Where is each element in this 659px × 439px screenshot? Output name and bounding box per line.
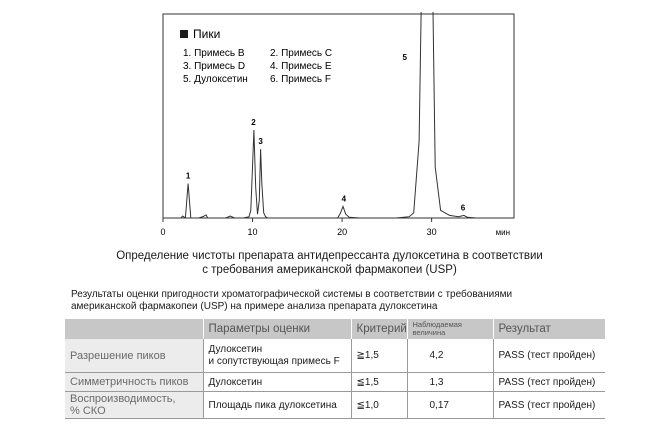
legend-title: Пики <box>193 27 221 41</box>
header-observed <box>407 319 493 339</box>
row-name-line1: Воспроизводимость, <box>70 393 176 405</box>
row-param <box>203 339 351 373</box>
row-result: PASS (тест пройден) <box>493 373 605 392</box>
row-result: PASS (тест пройден) <box>493 339 605 373</box>
x-tick-label: 0 <box>160 227 166 237</box>
legend-item: 1. Примесь B <box>183 48 245 59</box>
x-tick-label: 30 <box>426 227 437 237</box>
header-params: Параметры оценки <box>203 319 351 339</box>
caption-line: с требования американской фармакопеи (USP) <box>202 264 457 276</box>
header-observed-line2: величина <box>412 328 446 337</box>
row-value: 4,2 <box>407 339 493 373</box>
row-param-line2: и сопутствующая примесь F <box>208 355 340 367</box>
row-name <box>65 392 203 419</box>
row-name: Разрешение пиков <box>65 339 203 373</box>
chart-legend <box>180 27 332 85</box>
peak-label: 4 <box>341 194 347 204</box>
row-criterion: ≦1,5 <box>351 373 407 392</box>
row-criterion: ≧1,5 <box>351 339 407 373</box>
header-result: Результат <box>493 319 605 339</box>
header-observed-line1: Наблюдаемая <box>412 320 462 329</box>
legend-item: 4. Примесь E <box>270 61 332 72</box>
chart-x-ticks <box>160 218 510 237</box>
row-param: Площадь пика дулоксетина <box>203 392 351 419</box>
peak-label: 1 <box>185 171 191 181</box>
results-title <box>71 289 512 313</box>
results-title-line: Результаты оценки пригодности хроматографической системы в соответствии с требованиями <box>71 289 513 300</box>
plot-frame <box>163 14 514 218</box>
legend-marker-icon <box>180 30 188 38</box>
row-value: 0,17 <box>407 392 493 419</box>
row-criterion: ≦1,0 <box>351 392 407 419</box>
caption-line: Определение чистоты препарата антидепрессанта дулоксетина в соответствии <box>116 250 543 262</box>
row-param-line1: Дулоксетин <box>208 343 263 355</box>
chart-axes <box>163 14 514 218</box>
results-table <box>65 319 605 419</box>
legend-item: 2. Примесь C <box>270 48 333 59</box>
table-row <box>65 392 605 419</box>
results-title-line: американской фармакопеи (USP) на примере анализа препарата дулоксетина <box>71 301 438 312</box>
header-empty <box>65 319 203 339</box>
header-criterion: Критерий <box>351 319 407 339</box>
row-value: 1,3 <box>407 373 493 392</box>
x-tick-label: 20 <box>337 227 348 237</box>
table-row <box>65 373 605 392</box>
x-tick-label: 10 <box>247 227 258 237</box>
chart-caption <box>0 249 659 277</box>
legend-item: 5. Дулоксетин <box>183 74 248 85</box>
row-result: PASS (тест пройден) <box>493 392 605 419</box>
x-axis-label: мин <box>495 228 510 237</box>
peak-label: 3 <box>258 137 263 147</box>
legend-item: 3. Примесь D <box>183 61 246 72</box>
table-header-row <box>65 319 605 339</box>
row-name: Симметричность пиков <box>65 373 203 392</box>
peak-label: 2 <box>251 118 256 128</box>
legend-item: 6. Примесь F <box>270 74 331 85</box>
row-param: Дулоксетин <box>203 373 351 392</box>
table-row <box>65 339 605 373</box>
row-name-line2: % СКО <box>70 405 106 417</box>
peak-label: 6 <box>460 203 466 213</box>
peak-label: 5 <box>402 53 407 62</box>
